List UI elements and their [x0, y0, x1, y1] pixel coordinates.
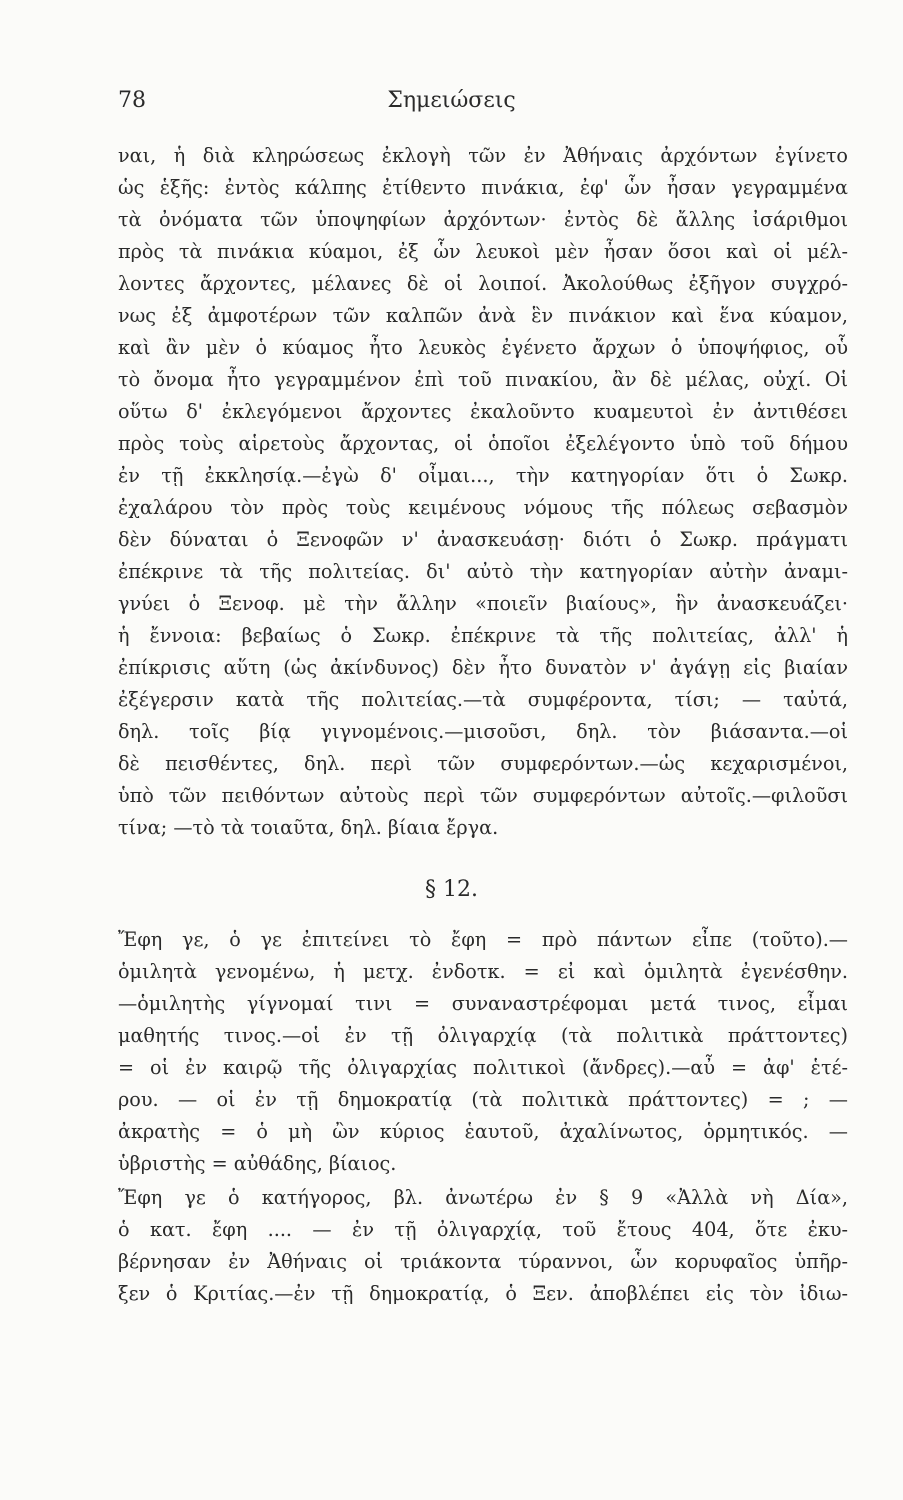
- text-line: δηλ. τοῖς βίᾳ γιγνομένοις.—μισοῦσι, δηλ. τὸν βιάσαντα.—οἱ: [118, 720, 848, 743]
- text-line: ὁ κατ. ἔφη .... — ἐν τῇ ὀλιγαρχίᾳ, τοῦ ἔτους 404, ὅτε ἐκυ-: [118, 1218, 848, 1241]
- text-line: —ὁμιλητὴς γίγνομαί τινι = συναναστρέφομαι μετά τινος, εἶμαι: [118, 992, 848, 1015]
- text-line: γνύει ὁ Ξενοφ. μὲ τὴν ἄλλην «ποιεῖν βιαίους», ἣν ἀνασκευάζει·: [118, 592, 848, 615]
- text-line: ἀκρατὴς = ὁ μὴ ὢν κύριος ἑαυτοῦ, ἀχαλίνωτος, ὁρμητικός. —: [118, 1120, 848, 1143]
- text-line: ὡς ἑξῆς: ἐντὸς κάλπης ἐτίθεντο πινάκια, ἐφ' ὧν ἦσαν γεγραμμένα: [118, 176, 848, 199]
- text-line: τίνα; —τὸ τὰ τοιαῦτα, δηλ. βίαια ἔργα.: [118, 816, 499, 839]
- text-line: νως ἐξ ἀμφοτέρων τῶν καλπῶν ἀνὰ ἓν πινάκιον καὶ ἕνα κύαμον,: [118, 304, 848, 327]
- text-line: ρου. — οἱ ἐν τῇ δημοκρατίᾳ (τὰ πολιτικὰ πράττοντες) = ; —: [118, 1088, 848, 1111]
- text-line: ἐχαλάρου τὸν πρὸς τοὺς κειμένους νόμους τῆς πόλεως σεβασμὸν: [118, 496, 848, 519]
- text-line: ὑπὸ τῶν πειθόντων αὐτοὺς περὶ τῶν συμφερόντων αὐτοῖς.—φιλοῦσι: [118, 784, 848, 807]
- running-title: Σημειώσεις: [387, 88, 516, 113]
- text-line: ναι, ἡ διὰ κληρώσεως ἐκλογὴ τῶν ἐν Ἀθήναις ἀρχόντων ἐγίνετο: [118, 144, 848, 167]
- text-line: ὁμιλητὰ γενομένω, ἡ μετχ. ἐνδοτκ. = εἰ καὶ ὁμιλητὰ ἐγενέσθην.: [118, 960, 848, 983]
- text-line: ἐν τῇ ἐκκλησίᾳ.—ἐγὼ δ' οἶμαι..., τὴν κατηγορίαν ὅτι ὁ Σωκρ.: [118, 464, 848, 487]
- text-line: ἐξέγερσιν κατὰ τῆς πολιτείας.—τὰ συμφέροντα, τίσι; — ταὐτά,: [118, 688, 848, 711]
- text-line: τὰ ὀνόματα τῶν ὑποψηφίων ἀρχόντων· ἐντὸς δὲ ἄλλης ἰσάριθμοι: [118, 208, 848, 231]
- text-line: ἐπέκρινε τὰ τῆς πολιτείας. δι' αὐτὸ τὴν κατηγορίαν αὐτὴν ἀναμι-: [118, 560, 848, 583]
- text-line: = οἱ ἐν καιρῷ τῆς ὀλιγαρχίας πολιτικοὶ (ἄνδρες).—αὖ = ἀφ' ἑτέ-: [118, 1056, 848, 1079]
- section-heading: § 12.: [425, 877, 478, 902]
- text-line: καὶ ἂν μὲν ὁ κύαμος ἦτο λευκὸς ἐγένετο ἄρχων ὁ ὑποψήφιος, οὗ: [118, 336, 848, 359]
- page-header: [0, 88, 903, 128]
- text-line: ὑβριστὴς = αὐθάδης, βίαιος.: [118, 1152, 397, 1175]
- text-line: πρὸς τὰ πινάκια κύαμοι, ἐξ ὧν λευκοὶ μὲν ἦσαν ὅσοι καὶ οἱ μέλ-: [118, 240, 848, 263]
- text-line: Ἔφη γε ὁ κατήγορος, βλ. ἀνωτέρω ἐν § 9 «Ἀλλὰ νὴ Δία»,: [118, 1186, 848, 1209]
- text-line: δὲ πεισθέντες, δηλ. περὶ τῶν συμφερόντων.—ὡς κεχαρισμένοι,: [118, 752, 848, 775]
- text-line: ξεν ὁ Κριτίας.—ἐν τῇ δημοκρατίᾳ, ὁ Ξεν. ἀποβλέπει εἰς τὸν ἰδιω-: [118, 1282, 848, 1305]
- text-line: Ἔφη γε, ὁ γε ἐπιτείνει τὸ ἔφη = πρὸ πάντων εἶπε (τοῦτο).—: [118, 928, 848, 951]
- text-line: ἐπίκρισις αὕτη (ὡς ἀκίνδυνος) δὲν ἦτο δυνατὸν ν' ἀγάγῃ εἰς βιαίαν: [118, 656, 848, 679]
- text-line: πρὸς τοὺς αἱρετοὺς ἄρχοντας, οἱ ὁποῖοι ἐξελέγοντο ὑπὸ τοῦ δήμου: [118, 432, 848, 455]
- page-number: 78: [118, 88, 146, 113]
- text-line: τὸ ὄνομα ἦτο γεγραμμένον ἐπὶ τοῦ πινακίου, ἂν δὲ μέλας, οὐχί. Οἱ: [118, 368, 848, 391]
- text-line: οὕτω δ' ἐκλεγόμενοι ἄρχοντες ἐκαλοῦντο κυαμευτοὶ ἐν ἀντιθέσει: [118, 400, 848, 423]
- text-line: μαθητής τινος.—οἱ ἐν τῇ ὀλιγαρχίᾳ (τὰ πολιτικὰ πράττοντες): [118, 1024, 848, 1047]
- text-line: λοντες ἄρχοντες, μέλανες δὲ οἱ λοιποί. Ἀκολούθως ἐξῆγον συγχρό-: [118, 272, 848, 295]
- text-line: ἡ ἔννοια: βεβαίως ὁ Σωκρ. ἐπέκρινε τὰ τῆς πολιτείας, ἀλλ' ἡ: [118, 624, 848, 647]
- text-line: δὲν δύναται ὁ Ξενοφῶν ν' ἀνασκευάσῃ· διότι ὁ Σωκρ. πράγματι: [118, 528, 848, 551]
- text-line: βέρνησαν ἐν Ἀθήναις οἱ τριάκοντα τύραννοι, ὧν κορυφαῖος ὑπῆρ-: [118, 1250, 848, 1273]
